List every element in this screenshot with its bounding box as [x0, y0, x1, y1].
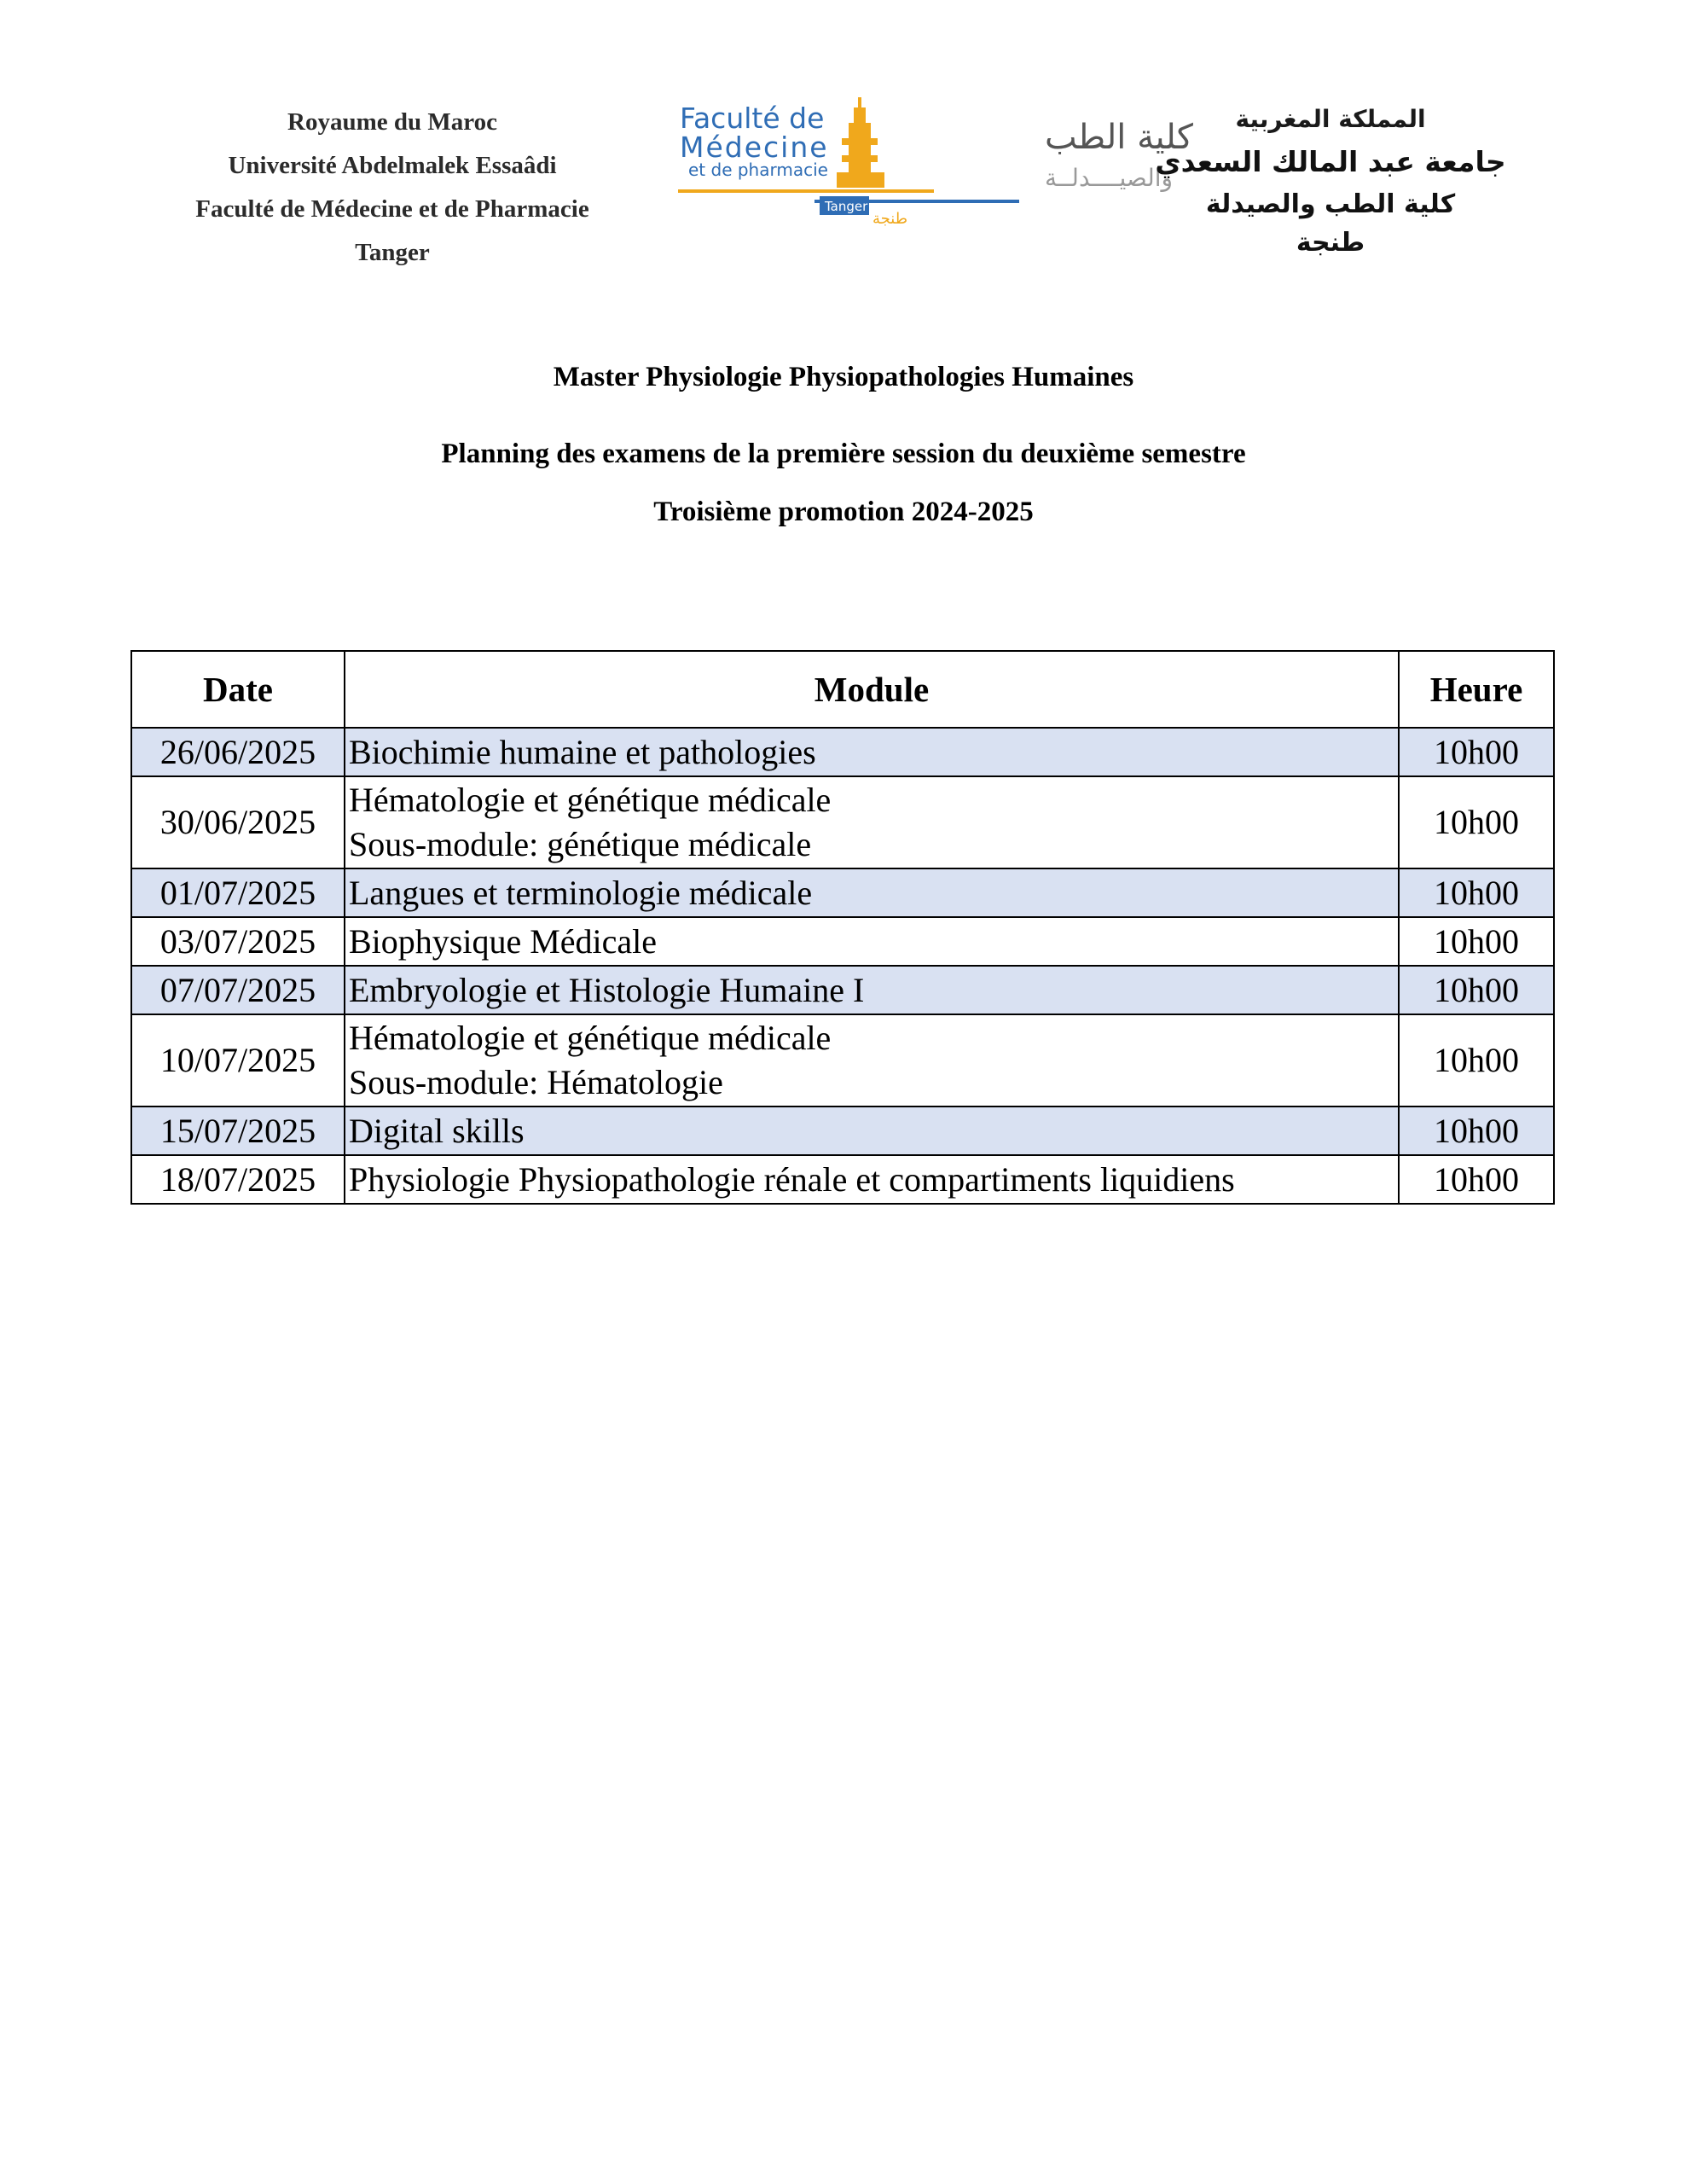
module-name: Digital skills [349, 1111, 525, 1150]
header-module: Module [345, 651, 1399, 728]
logo-city-ar: طنجة [872, 210, 908, 228]
logo-fr-line2: Médecine [680, 131, 829, 164]
institution-header-fr [141, 101, 644, 275]
module-name: Langues et terminologie médicale [349, 873, 813, 912]
cell-heure: 10h00 [1399, 776, 1554, 868]
cell-module [345, 917, 1399, 966]
submodule-name: Sous-module: Hématologie [349, 1063, 723, 1101]
tower-icon [837, 97, 884, 188]
logo-city-fr: Tanger [825, 199, 868, 214]
faculty-label: Faculté de Médecine et de Pharmacie [195, 195, 589, 223]
table-row [131, 776, 1554, 868]
university-label: Université Abdelmalek Essaâdi [228, 152, 557, 179]
module-name: Biochimie humaine et pathologies [349, 732, 816, 771]
cell-date: 30/06/2025 [131, 776, 345, 868]
master-title: Master Physiologie Physiopathologies Humaines [553, 362, 1134, 392]
faculty-label-ar: كلية الطب والصيدلة [1205, 189, 1456, 219]
table-row [131, 917, 1554, 966]
table-row [131, 966, 1554, 1014]
table-row [131, 1107, 1554, 1155]
cell-date: 10/07/2025 [131, 1014, 345, 1107]
table-row [131, 1155, 1554, 1204]
table-row [131, 728, 1554, 776]
city-label-ar: طنجة [1296, 228, 1365, 258]
cell-heure: 10h00 [1399, 966, 1554, 1014]
module-name: Biophysique Médicale [349, 921, 658, 961]
logo-fr-line3: et de pharmacie [688, 160, 828, 180]
cell-heure: 10h00 [1399, 1155, 1554, 1204]
kingdom-label-ar: المملكة المغربية [1235, 105, 1426, 133]
cell-module [345, 868, 1399, 917]
city-label: Tanger [355, 239, 430, 266]
submodule-name: Sous-module: génétique médicale [349, 825, 812, 863]
cell-heure: 10h00 [1399, 1107, 1554, 1155]
table-row [131, 868, 1554, 917]
planning-title: Planning des examens de la première session du deuxième semestre [441, 439, 1246, 469]
header-date: Date [131, 651, 345, 728]
cell-heure: 10h00 [1399, 868, 1554, 917]
cell-heure: 10h00 [1399, 1014, 1554, 1107]
cell-date: 01/07/2025 [131, 868, 345, 917]
table-row [131, 1014, 1554, 1107]
header-heure: Heure [1399, 651, 1554, 728]
university-label-ar: جامعة عبد المالك السعدي [1155, 145, 1506, 178]
cell-heure: 10h00 [1399, 728, 1554, 776]
logo-ar-line2: والصيــــدلــة [1045, 164, 1174, 192]
module-name: Physiologie Physiopathologie rénale et compartiments liquidiens [349, 1159, 1235, 1199]
cell-date: 07/07/2025 [131, 966, 345, 1014]
cell-module [345, 1014, 1399, 1107]
promotion-title: Troisième promotion 2024-2025 [653, 497, 1034, 527]
cell-date: 03/07/2025 [131, 917, 345, 966]
exam-schedule-table [130, 650, 1555, 1205]
cell-heure: 10h00 [1399, 917, 1554, 966]
module-name: Hématologie et génétique médicale [349, 1019, 832, 1057]
cell-module [345, 966, 1399, 1014]
cell-date: 18/07/2025 [131, 1155, 345, 1204]
cell-date: 15/07/2025 [131, 1107, 345, 1155]
institution-header-ar [1134, 99, 1527, 261]
cell-date: 26/06/2025 [131, 728, 345, 776]
module-name: Hématologie et génétique médicale [349, 781, 832, 819]
cell-module [345, 776, 1399, 868]
table-header-row [131, 651, 1554, 728]
logo-fr-line1: Faculté de [680, 102, 825, 135]
cell-module [345, 728, 1399, 776]
faculty-logo [678, 96, 1193, 232]
cell-module [345, 1155, 1399, 1204]
logo-ar-line1: كلية الطب [1045, 118, 1193, 157]
module-name: Embryologie et Histologie Humaine I [349, 970, 865, 1009]
cell-module [345, 1107, 1399, 1155]
kingdom-label: Royaume du Maroc [287, 108, 497, 136]
